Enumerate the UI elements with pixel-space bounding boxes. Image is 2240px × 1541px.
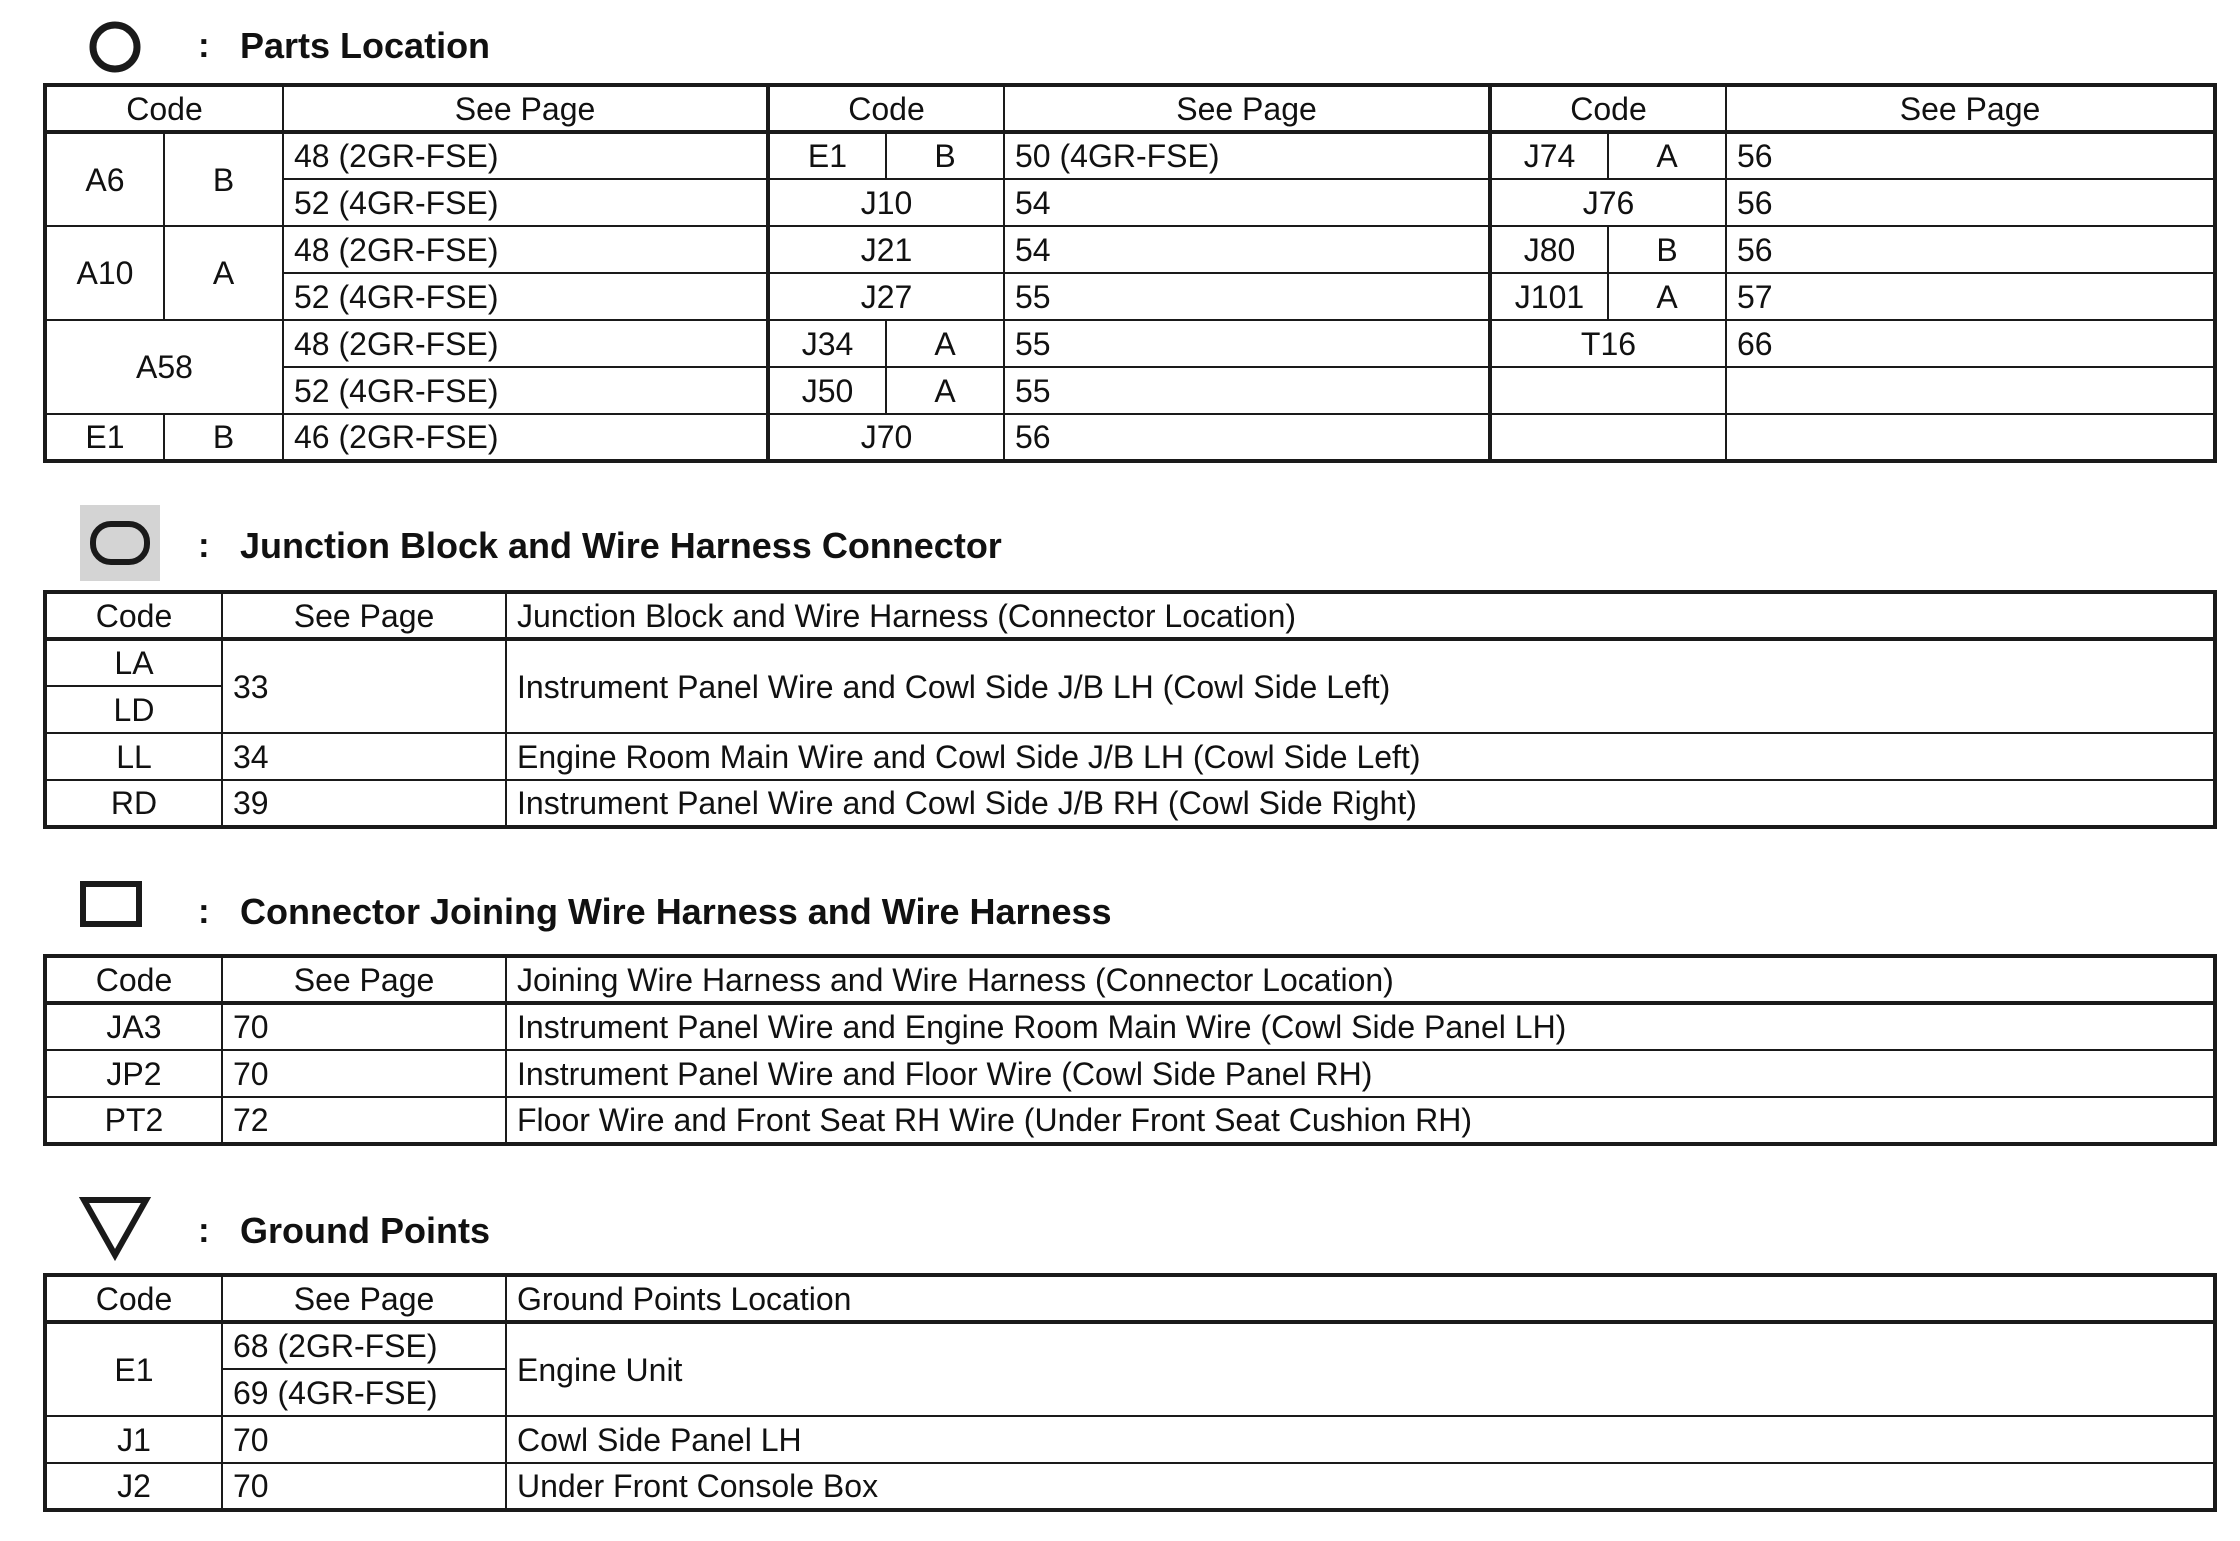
table-row: [45, 1416, 2215, 1463]
code-cell: T16: [1490, 320, 1726, 367]
location-cell: Floor Wire and Front Seat RH Wire (Under Front Seat Cushion RH): [506, 1097, 2215, 1144]
column-header: Ground Points Location: [506, 1275, 2215, 1322]
page-cell: 57: [1726, 273, 2215, 320]
table-row: [45, 1003, 2215, 1050]
table-row: [45, 1322, 2215, 1369]
page-cell: 54: [1004, 179, 1490, 226]
page-cell: 56: [1726, 179, 2215, 226]
column-header: Joining Wire Harness and Wire Harness (Connector Location): [506, 956, 2215, 1003]
column-header: Code: [45, 592, 222, 639]
section-title: Connector Joining Wire Harness and Wire Harness: [240, 891, 1112, 932]
code-cell: J101: [1490, 273, 1608, 320]
junction-block-table: [43, 590, 2217, 829]
parts-location-table: [43, 83, 2217, 463]
page-cell: [1726, 367, 2215, 414]
page-cell: 48 (2GR-FSE): [283, 226, 768, 273]
page-cell: 55: [1004, 320, 1490, 367]
column-header: Code: [45, 1275, 222, 1322]
code-cell: J80: [1490, 226, 1608, 273]
table-row: [45, 1463, 2215, 1510]
code-sub-cell: B: [1608, 226, 1726, 273]
column-header: See Page: [1004, 85, 1490, 132]
table-row: [45, 320, 2215, 367]
column-header: See Page: [1726, 85, 2215, 132]
page-cell: 70: [222, 1416, 506, 1463]
code-cell: A6: [45, 132, 164, 226]
code-sub-cell: B: [164, 132, 283, 226]
code-cell: J50: [768, 367, 886, 414]
code-cell: [1490, 367, 1726, 414]
junction-block-header: [0, 500, 2240, 580]
page-cell: 50 (4GR-FSE): [1004, 132, 1490, 179]
column-header: Code: [1490, 85, 1726, 132]
page-cell: 56: [1726, 226, 2215, 273]
code-cell: E1: [45, 414, 164, 461]
code-cell: J27: [768, 273, 1004, 320]
location-cell: Instrument Panel Wire and Cowl Side J/B LH (Cowl Side Left): [506, 639, 2215, 733]
section-colon: :: [198, 526, 210, 565]
page-cell: 70: [222, 1003, 506, 1050]
column-header: See Page: [222, 1275, 506, 1322]
code-cell: E1: [768, 132, 886, 179]
page-cell: 69 (4GR-FSE): [222, 1369, 506, 1416]
location-cell: Instrument Panel Wire and Floor Wire (Cowl Side Panel RH): [506, 1050, 2215, 1097]
column-header: See Page: [283, 85, 768, 132]
code-cell: J74: [1490, 132, 1608, 179]
location-cell: Instrument Panel Wire and Cowl Side J/B RH (Cowl Side Right): [506, 780, 2215, 827]
code-sub-cell: B: [886, 132, 1004, 179]
location-cell: Under Front Console Box: [506, 1463, 2215, 1510]
code-cell: A58: [45, 320, 283, 414]
code-cell: J10: [768, 179, 1004, 226]
page-cell: 54: [1004, 226, 1490, 273]
column-header: See Page: [222, 956, 506, 1003]
table-row: [45, 132, 2215, 179]
page-cell: 55: [1004, 273, 1490, 320]
section-title: Junction Block and Wire Harness Connector: [240, 525, 1002, 566]
table-row: [45, 1050, 2215, 1097]
code-sub-cell: A: [886, 367, 1004, 414]
table-header-row: [45, 956, 2215, 1003]
rectangle-icon: [80, 881, 144, 931]
code-cell: A10: [45, 226, 164, 320]
code-cell: PT2: [45, 1097, 222, 1144]
section-colon: :: [198, 26, 210, 65]
connector-joining-table: [43, 954, 2217, 1146]
code-sub-cell: B: [164, 414, 283, 461]
table-row: [45, 1097, 2215, 1144]
column-header: Code: [45, 956, 222, 1003]
code-sub-cell: A: [164, 226, 283, 320]
code-cell: E1: [45, 1322, 222, 1416]
page-cell: 68 (2GR-FSE): [222, 1322, 506, 1369]
table-row: [45, 733, 2215, 780]
page-cell: 48 (2GR-FSE): [283, 320, 768, 367]
column-header: See Page: [222, 592, 506, 639]
page-cell: 56: [1004, 414, 1490, 461]
page-cell: 52 (4GR-FSE): [283, 179, 768, 226]
code-cell: J76: [1490, 179, 1726, 226]
page-cell: [1726, 414, 2215, 461]
code-cell: JP2: [45, 1050, 222, 1097]
code-cell: LL: [45, 733, 222, 780]
page-cell: 48 (2GR-FSE): [283, 132, 768, 179]
code-sub-cell: A: [1608, 273, 1726, 320]
code-cell: JA3: [45, 1003, 222, 1050]
connector-joining-header: [0, 866, 2240, 946]
code-cell: LA: [45, 639, 222, 686]
location-cell: Instrument Panel Wire and Engine Room Main Wire (Cowl Side Panel LH): [506, 1003, 2215, 1050]
page-cell: 56: [1726, 132, 2215, 179]
location-cell: Engine Room Main Wire and Cowl Side J/B LH (Cowl Side Left): [506, 733, 2215, 780]
section-colon: :: [198, 1211, 210, 1250]
table-row: [45, 367, 2215, 414]
ground-points-table: [43, 1273, 2217, 1512]
section-title: Ground Points: [240, 1210, 490, 1251]
triangle-down-icon: [78, 1193, 152, 1263]
table-header-row: [45, 85, 2215, 132]
page-cell: 33: [222, 639, 506, 733]
code-cell: J34: [768, 320, 886, 367]
code-cell: LD: [45, 686, 222, 733]
code-cell: J21: [768, 226, 1004, 273]
table-row: [45, 780, 2215, 827]
parts-location-header: [0, 0, 2240, 80]
ground-points-header: [0, 1185, 2240, 1265]
column-header: Junction Block and Wire Harness (Connector Location): [506, 592, 2215, 639]
page-cell: 72: [222, 1097, 506, 1144]
page-cell: 66: [1726, 320, 2215, 367]
code-sub-cell: A: [1608, 132, 1726, 179]
section-title: Parts Location: [240, 25, 491, 66]
code-cell: RD: [45, 780, 222, 827]
location-cell: Engine Unit: [506, 1322, 2215, 1416]
code-sub-cell: A: [886, 320, 1004, 367]
rounded-rect-icon: [80, 505, 160, 581]
table-header-row: [45, 1275, 2215, 1322]
location-cell: Cowl Side Panel LH: [506, 1416, 2215, 1463]
column-header: Code: [768, 85, 1004, 132]
page-cell: 52 (4GR-FSE): [283, 367, 768, 414]
code-cell: J70: [768, 414, 1004, 461]
table-row: [45, 226, 2215, 273]
page-cell: 46 (2GR-FSE): [283, 414, 768, 461]
page-cell: 55: [1004, 367, 1490, 414]
circle-icon: [88, 20, 142, 74]
table-row: [45, 273, 2215, 320]
page-cell: 70: [222, 1050, 506, 1097]
page-cell: 52 (4GR-FSE): [283, 273, 768, 320]
page-cell: 34: [222, 733, 506, 780]
table-row: [45, 414, 2215, 461]
code-cell: J2: [45, 1463, 222, 1510]
code-cell: [1490, 414, 1726, 461]
section-colon: :: [198, 892, 210, 931]
page-cell: 39: [222, 780, 506, 827]
table-header-row: [45, 592, 2215, 639]
table-row: [45, 179, 2215, 226]
table-row: [45, 639, 2215, 686]
column-header: Code: [45, 85, 283, 132]
page-cell: 70: [222, 1463, 506, 1510]
code-cell: J1: [45, 1416, 222, 1463]
